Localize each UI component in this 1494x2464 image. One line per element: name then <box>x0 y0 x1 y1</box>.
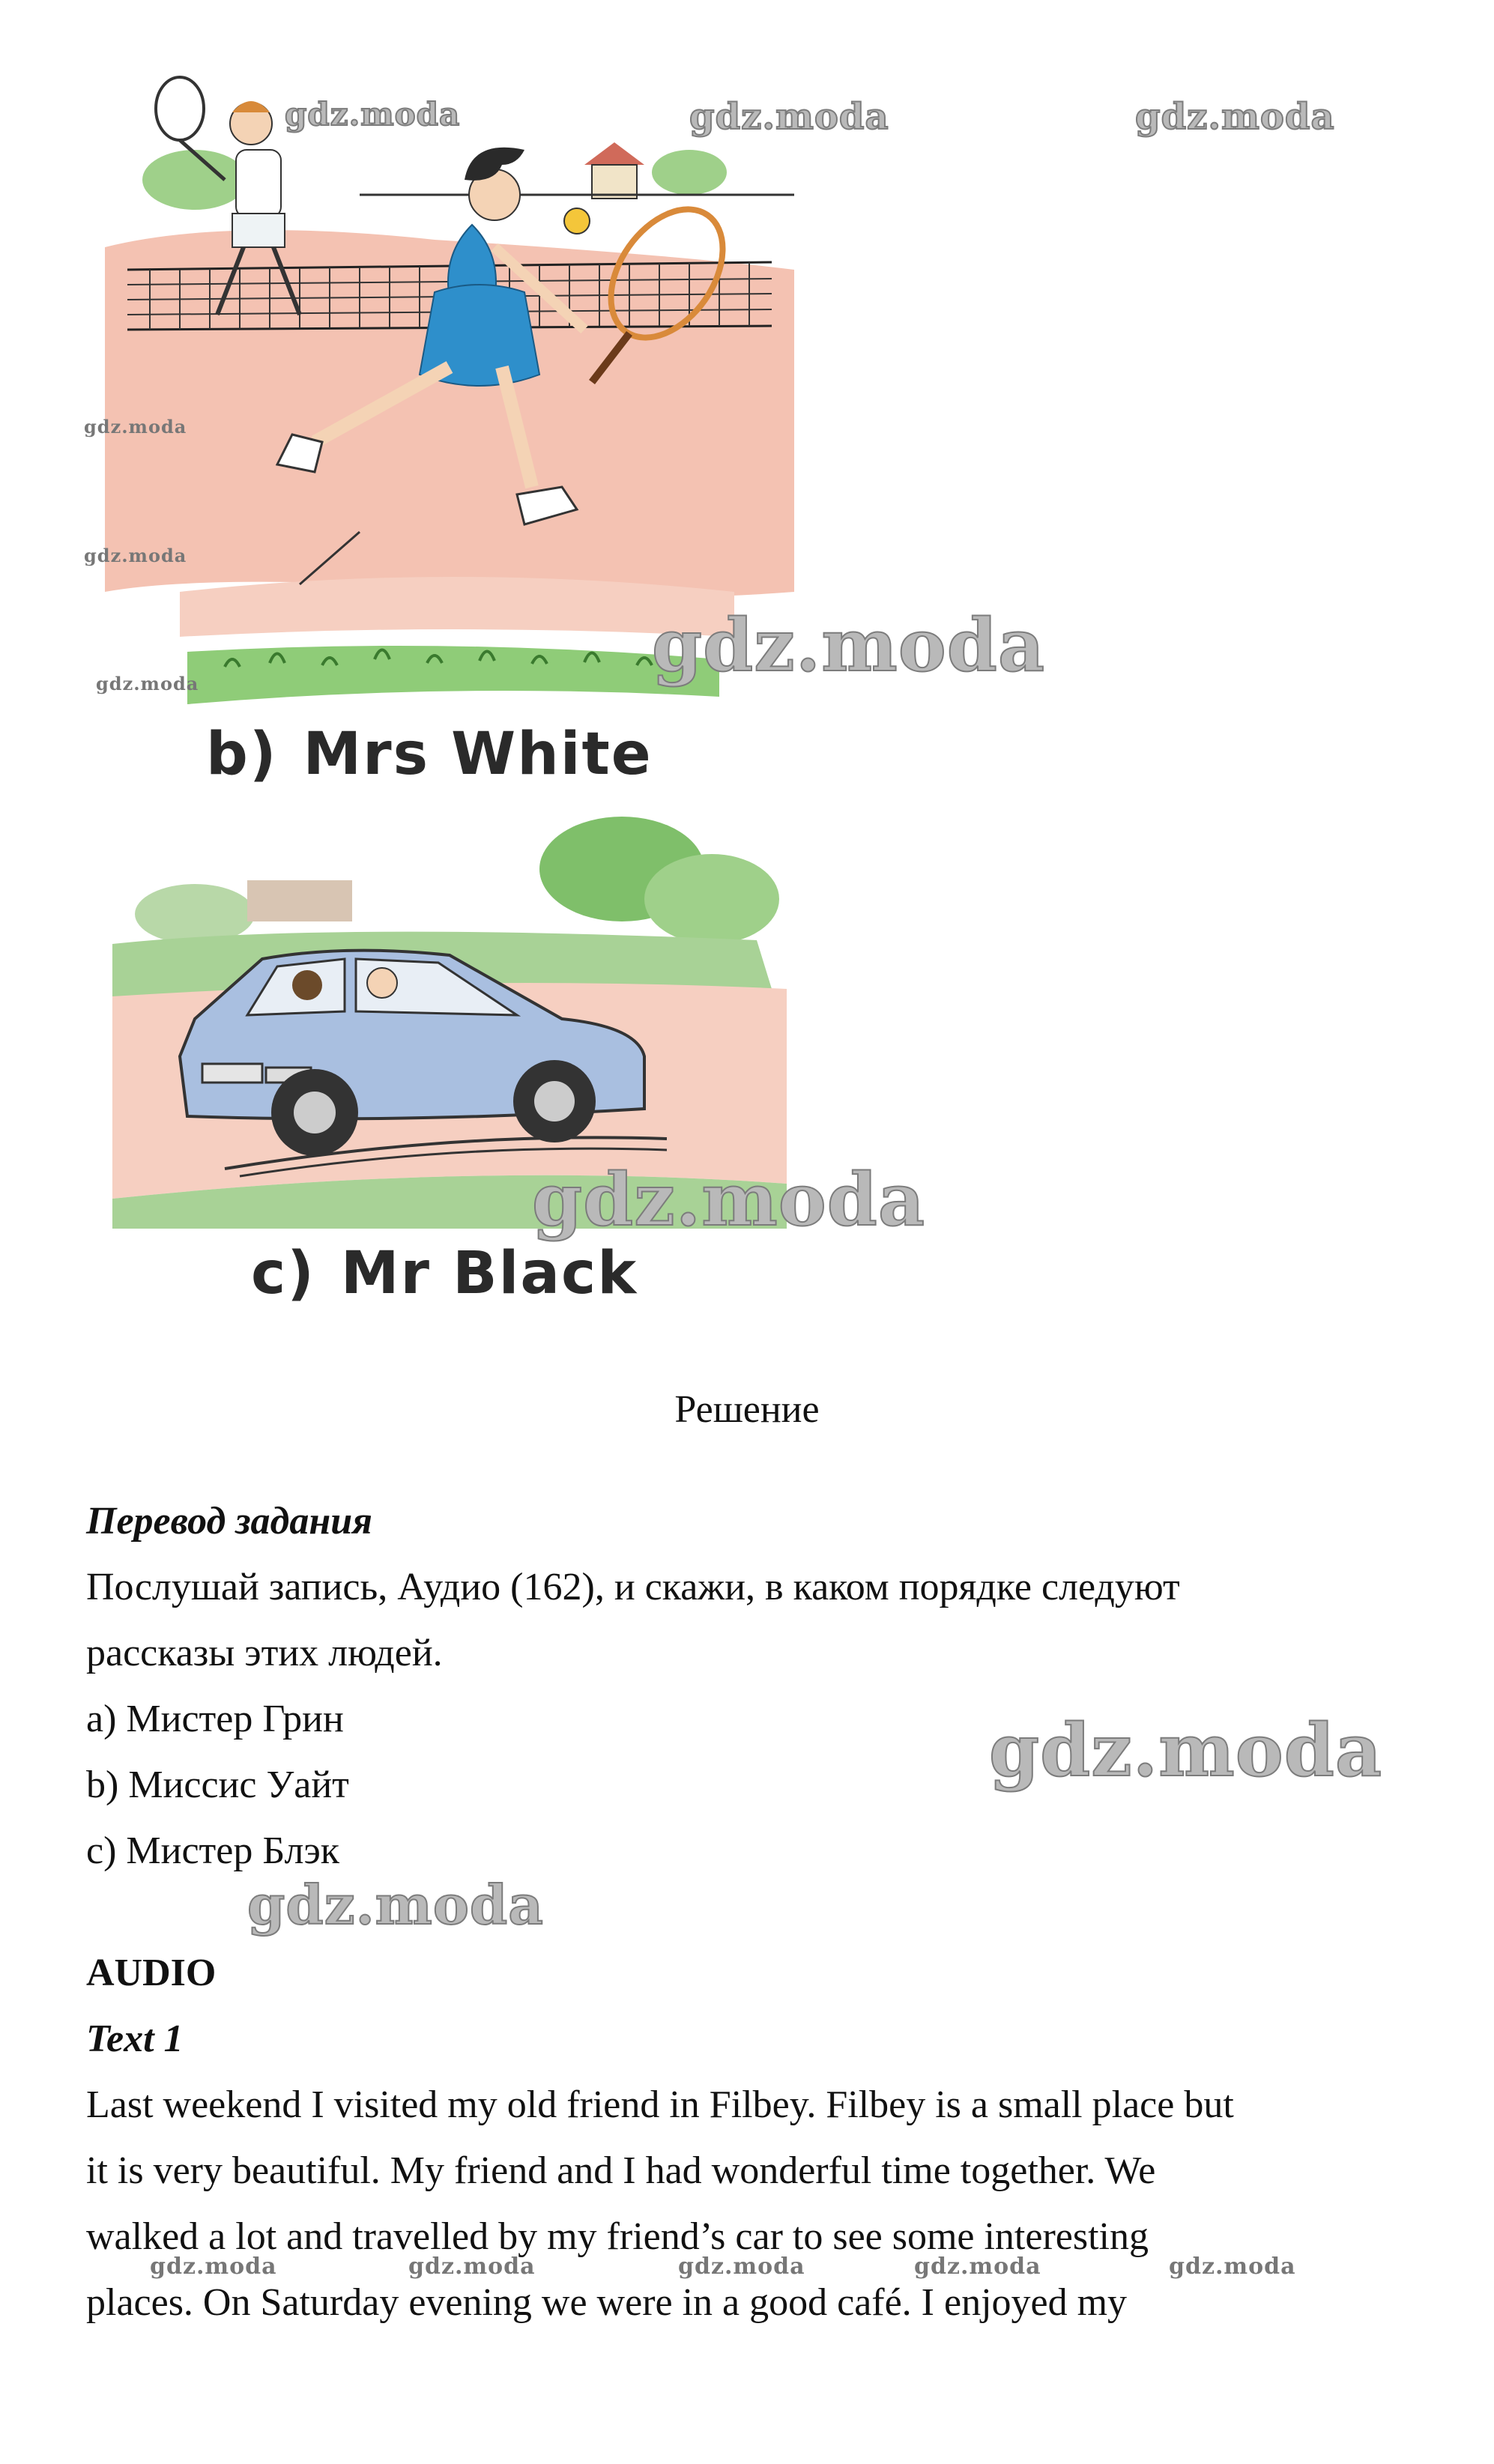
caption-label: c) <box>251 1240 315 1307</box>
translation-line: рассказы этих людей. <box>86 1632 443 1674</box>
audio-text-line: walked a lot and travelled by my friend’s car to see some interesting <box>86 2215 1149 2258</box>
watermark: gdz.moda <box>84 416 187 438</box>
text-title: Text 1 <box>86 2017 184 2060</box>
caption-name: Mrs White <box>303 721 653 788</box>
solution-heading: Решение <box>674 1388 820 1431</box>
audio-text-line: Last weekend I visited my old friend in Filbey. Filbey is a small place but <box>86 2083 1234 2126</box>
caption-mr-black <box>251 1240 638 1307</box>
caption-mrs-white <box>206 721 653 788</box>
audio-text-line: places. On Saturday evening we were in a good café. I enjoyed my <box>86 2281 1128 2324</box>
watermark: gdz.moda <box>96 673 199 694</box>
watermark: gdz.moda <box>1135 96 1335 138</box>
translation-option: b) Миссис Уайт <box>86 1764 349 1806</box>
translation-option: a) Мистер Грин <box>86 1698 344 1740</box>
audio-text-line: it is very beautiful. My friend and I had wonderful time together. We <box>86 2149 1156 2192</box>
watermark: gdz.moda <box>408 2253 536 2280</box>
watermark: gdz.moda <box>150 2253 277 2280</box>
watermark: gdz.moda <box>652 603 1046 688</box>
translation-line: Послушай запись, Аудио (162), и скажи, в каком порядке следуют <box>86 1566 1180 1608</box>
watermark: gdz.moda <box>285 96 461 133</box>
watermark: gdz.moda <box>989 1708 1383 1793</box>
watermark: gdz.moda <box>84 545 187 566</box>
watermark: gdz.moda <box>532 1157 926 1242</box>
translation-heading: Перевод задания <box>86 1500 372 1543</box>
watermark: gdz.moda <box>247 1873 544 1937</box>
audio-heading: AUDIO <box>86 1952 217 1994</box>
watermark: gdz.moda <box>1169 2253 1296 2280</box>
watermark: gdz.moda <box>689 96 889 138</box>
caption-name: Mr Black <box>340 1240 638 1307</box>
translation-option: c) Мистер Блэк <box>86 1829 340 1872</box>
caption-label: b) <box>206 721 278 788</box>
watermark: gdz.moda <box>678 2253 805 2280</box>
watermark: gdz.moda <box>914 2253 1041 2280</box>
